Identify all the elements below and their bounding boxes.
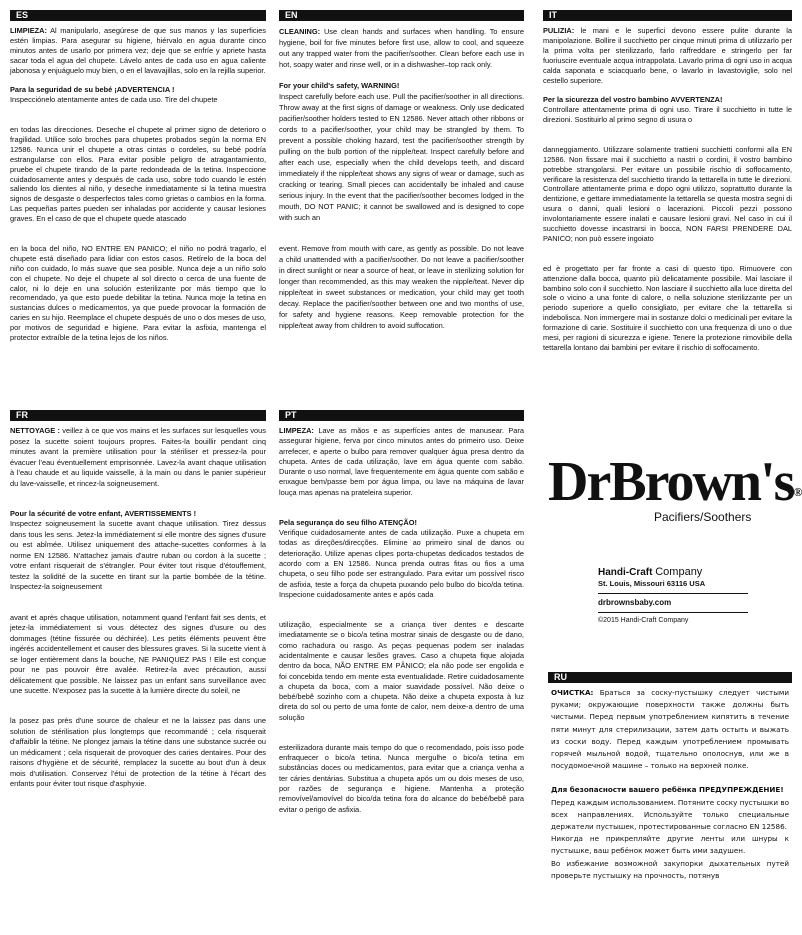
it-cleaning-paragraph — [543, 26, 792, 85]
en-cleaning-text: Use clean hands and surfaces when handling. To ensure hygiene, boil for five minutes before first use, allow to cool, and squeeze out any trapped water from the pacifier/soother. Clean before each use in hot, soapy water and rinse well, or in a dishwasher–top rack only. — [279, 27, 524, 69]
it-safety-text-3: ed è progettato per far fronte a casi di questo tipo. Rimuovere con attenzione dalla bocca, quanto più delicatamente possibile. Mai lasciare il bambino solo con il succhietto. Non lasciare il succhietto alla luce diretta del sole o vicino a una fonte di calore, o nella soluzione sterilizzante per un periodo superiore a quello consigliato, per evitare che la tettarella si indebolisca. Non immergere mai in sostanze dolci o medicinali per evitare la formazione di carie. Sostituire il succhietto con una frequenza di uno o due mesi, per ragioni di sicurezza e igiene. Tenere la protezione rimovibile della tettarella lontano dai bambini per evitare il rischio di soffocamento. — [543, 263, 792, 352]
fr-safety-text-1: Inspectez soigneusement la sucette avant chaque utilisation. Tirez dessus dans tous les sens. Jetez-la immédiatement si elle montre des signes d'usure ou est abîmée. Utilisez uniquement des attache-sucettes conformes à la norme EN 12586. N'attachez jamais d'autre ruban ou cordon à la sucette ; votre enfant risquerait de s'étrangler. Pour éviter tout risque d'étouffement, testez la solidité de la sucette en tirant sur la partie bombée de la tétine. Inspectez-la soigneusement — [10, 519, 266, 592]
section-header-it — [543, 10, 792, 21]
copyright: ©2015 Handi-Craft Company — [598, 617, 689, 624]
it-safety-text-1: Controllare attentamente prima di ogni uso. Tirare il succhietto in tutte le direzioni. Sostituirlo al primo segno di usura o — [543, 105, 792, 125]
section-header-pt — [279, 410, 524, 421]
section-it — [543, 26, 792, 353]
fr-safety-text-2: avant et après chaque utilisation, notamment quand l'enfant fait ses dents, et jetez-la immédiatement si vous détectez des signes d'usure ou des dommages (tétine fissurée ou déchirée). Les petits éléments peuvent être ingérés accidentellement et causer des blessures graves. Si la sucette vient à se loger entièrement dans la bouche, NE PANIQUEZ PAS ! Elle est conçue pour ne pas pouvoir être avalée. Retirez-la avec précaution, aussi délicatement que possible. Ne laissez pas un enfant sans surveillance avec une sucette. N'exposez pas la sucette à la lumière directe du soleil, ne — [10, 612, 266, 696]
pt-safety-heading: Pela segurança do seu filho ATENÇÃO! — [279, 517, 417, 527]
es-cleaning-paragraph — [10, 26, 266, 76]
section-label-pt: PT — [285, 410, 297, 420]
company-info — [598, 566, 748, 624]
pt-safety-text-2: utilização, especialmente se a criança tiver dentes e descarte imediatamente se o bico/a tetina mostrar sinais de desgaste ou de dano, como rachadura ou rasgo. As peças pequenas podem ser inaladas acidentalmente e causar lesões graves. Caso a chupeta fique alojada dentro da boca, NÃO ENTRE EM PÂNICO; ela não pode ser engolida e foi concebida tendo em mente esta eventualidade. Retire cuidadosamente a chupeta da boca, com a maior suavidade possível. Não deixe o bebé/bebê sozinho com a chupeta. Não deixe a chupeta exposta à luz direta do sol ou perto de uma fonte de calor, nem deixe-a dentro de uma solução — [279, 620, 524, 722]
registered-mark: ® — [793, 485, 802, 499]
pt-safety-text-1: Verifique cuidadosamente antes de cada utilização. Puxe a chupeta em todas as direções/direcções. Elimine ao primeiro sinal de danos ou deterioração. Utilize apenas clipes porta-chupetas dedicados testados de acordo com a EN 12586. Nunca prenda outras fitas ou fios a uma chupeta, o seu filho pode ser estrangulado. Para evitar um possível risco de asfixia, teste a força da chupeta puxando pelo bulbo do bico/da tetina. Inspecione cuidadosamente antes e após cada — [279, 528, 524, 599]
fr-safety-heading: Pour la sécurité de votre enfant, AVERTISSEMENTS ! — [10, 508, 197, 518]
en-cleaning-paragraph — [279, 26, 524, 70]
pt-cleaning-paragraph — [279, 426, 524, 498]
ru-safety-text-3: Во избежание возможной закупорки дыхательных путей проверьте пустышку на прочность, потянув — [551, 858, 789, 880]
it-safety-heading: Per la sicurezza del vostro bambino AVVERTENZA! — [543, 95, 723, 105]
brand-wordmark: DrBrown's — [548, 451, 794, 513]
section-header-fr — [10, 410, 266, 421]
fr-safety-text-3: la posez pas près d'une source de chaleur et ne la laissez pas dans une solution de stérilisation plus longtemps que recommandé ; cela risquerait d'affaiblir la tétine. Ne plongez jamais la tétine dans une substance sucrée ou un médicament ; cela risquerait de provoquer des caries dentaires. Pour des raisons d'hygiène et de sécurité, remplacez la sucette au bout d'un à deux mois d'utilisation. Conservez l'étui de protection de la tétine à l'écart des enfants pour éviter tout risque d'asphyxie. — [10, 716, 266, 789]
company-name — [598, 566, 748, 578]
brand-subtitle: Pacifiers/Soothers — [654, 510, 752, 524]
ru-safety-text-2: Никогда не прикрепляйте другие ленты или шнуры к пустышке, ваш ребёнок может быть ими задушен. — [551, 834, 789, 856]
section-fr — [10, 426, 266, 790]
it-safety-text-2: danneggiamento. Utilizzare solamente trattieni succhietti conformi alla EN 12586. Non fissare mai il succhietto a nastri o cordini, il vostro bambino potrebbe strangolarsi. Per evitare un possibile rischio di soffocamento, verificare la resistenza del succhietto tirando la tettarella in tutte le direzioni. Controllare attentamente prima e dopo ogni utilizzo, soprattutto durante la dentizione, e gettare immediatamente la tettarella se questa mostra segni di usura o danni, quali lesioni o lacerazioni. Piccoli pezzi possono involontariamente essere inalati e causare lesioni gravi. Nel caso in cui il succhietto dovesse incastrarsi in bocca, NON FARSI PRENDERE DAL PANICO; non può essere ingoiato — [543, 144, 792, 243]
en-safety-heading: For your child's safety, WARNING! — [279, 80, 400, 90]
it-cleaning-text: le mani e le superfici devono essere pulite durante la manipolazione. Bollire il succhietto per cinque minuti prima di utilizzarlo per la prima volta per sterilizzarlo, farlo raffreddare e stringerlo per far fuoriuscire eventuale acqua intrappolata. Lavarlo prima di ogni uso in acqua calda saponata e sciacquarlo bene, o lavarlo in lavastoviglie, solo nel cestello superiore. — [543, 26, 792, 85]
section-pt — [279, 426, 524, 815]
section-label-fr: FR — [16, 410, 28, 420]
es-cleaning-heading: LIMPIEZA: — [10, 26, 47, 35]
company-name-main: Handi-Craft — [598, 567, 653, 578]
company-address: St. Louis, Missouri 63116 USA — [598, 579, 706, 588]
en-safety-text-2: event. Remove from mouth with care, as gently as possible. Do not leave a child unattended with a pacifier/soother. Do not leave a pacifier/soother in direct sunlight or near a source of heat, or leave in sterilizing solution for longer than recommended, as this may weaken the nipple/teat. Never dip nipple/teat in sweet substances or medication, your child may get tooth decay. Replace the pacifier/soother between one and two months of use, for safety and hygiene reasons. Keep removable protection for the nipple/teat away from children to avoid suffocation. — [279, 243, 524, 330]
es-safety-text-1: Inspecciónelo atentamente antes de cada uso. Tire del chupete — [10, 95, 218, 105]
ru-safety-text-1: Перед каждым использованием. Потяните соску пустышки во всех направлениях. Используйте только специальные держатели пустышек, протестированные согласно EN 12586. — [551, 797, 789, 832]
es-safety-text-2: en todas las direcciones. Deseche el chupete al primer signo de deterioro o fragilidad. Utilice solo broches para chupetes probados según la norma EN 12586. Nunca unir el chupete a otras cintas o cordeles, su bebé podría estrangularse con ellos. Para evitar posible peligro de atragantamiento, pruebe el chupete tirando de la parte redondeada de la tetina. Inspeccione cuidadosamente antes y después de cada uso, sobre todo cuando le estén saliendo los dientes al niño, y deseche inmediatamente si la tetina muestra signos de desgaste o desperfectos tales como grietas o cambios en la forma. Las pequeñas partes pueden ser inhaladas por accidente y causar lesiones graves. En el caso de que el chupete quede atascado — [10, 125, 266, 224]
fr-cleaning-paragraph — [10, 426, 266, 489]
section-label-it: IT — [549, 10, 557, 20]
section-label-en: EN — [285, 10, 298, 20]
fr-cleaning-text: veillez à ce que vos mains et les surfaces sur lesquelles vous posez la sucette soient toujours propres. Faites-la bouillir pendant cinq minutes avant la première utilisation pour la stériliser et pressez-la pour évacuer l'eau éventuellement emprisonnée. Lavez-la avant chaque utilisation à l'eau chaude et au liquide vaisselle, à la main ou dans le panier supérieur du lave-vaisselle, et rincez-la soigneusement. — [10, 426, 266, 488]
es-cleaning-text: Al manipularlo, asegúrese de que sus manos y las superficies estén limpias. Para asegurar su higiene, hiérvalo en agua durante cinco minutos antes de usarlo por primera vez; deje que se enfríe y apriete hasta sacar toda el agua del chupete. Lávelo antes de cada uso en agua caliente jabonosa y enjuáguelo muy bien, o en el lavavajillas, solo en la rejilla superior. — [10, 26, 266, 75]
section-header-en — [279, 10, 524, 21]
section-en — [279, 26, 524, 331]
section-header-es — [10, 10, 266, 21]
es-safety-text-3: en la boca del niño, NO ENTRE EN PANICO; el niño no podrá tragarlo, el chupete está diseñado para lidiar con estos casos. Retírelo de la boca del niño con cuidado, lo más suave que sea posible. Nunca deje a un niño solo con el chupete. No deje el chupete al sol directo o cerca de una fuente de calor, ni lo deje en una solución esterilizante por más tiempo que lo recomendado, ya que esto puede debilitar la tetina. Nunca moje la tetina en sustancias dulces o medicamentos, ya que puede provocar la formación de caries en su hijo. Reemplace el chupete después de uno o dos meses de uso, por motivos de seguridad e higiene. Para evitar la asfixia, mantenga el protector extraíble de la tetina lejos de los niños. — [10, 243, 266, 343]
company-website[interactable]: drbrownsbaby.com — [598, 598, 672, 607]
it-cleaning-heading: PULIZIA: — [543, 26, 575, 35]
company-name-suffix: Company — [655, 566, 703, 578]
pt-safety-text-3: esterilizadora durante mais tempo do que o recomendado, pois isso pode enfraquecer o bico/a tetina. Nunca mergulhe o bico/a tetina em substâncias doces ou medicamentos, para evitar que a criança venha a ter cáries dentárias. Substitua a chupeta após um ou dois meses de uso, por razões de segurança e higiene. Mantenha a proteção removível/amovível do bico/da tetina fora do alcance do bebé/bebê para evitar o perigo de asfixia. — [279, 742, 524, 814]
ru-cleaning-paragraph — [551, 687, 789, 772]
ru-safety-heading: Для безопасности вашего ребёнка ПРЕДУПРЕЖДЕНИЕ! — [551, 785, 784, 795]
es-safety-heading: Para la seguridad de su bebé ¡ADVERTENCIA ! — [10, 85, 175, 95]
en-safety-text-1: Inspect carefully before each use. Pull the pacifier/soother in all directions. Throw away at the first signs of damage or weakness. Only use dedicated pacifier/soother holders tested to EN 12586. Never attach other ribbons or cords to a pacifier/soother, your child may be strangled by them. To prevent a possible choking hazard, test the pacifier/soother strength by pulling on the bulb portion of the nipple/teat. Inspect carefully before and after each use, especially when the child develops teeth, and discard immediately if the nipple/teat shows any signs of wear or damage, such as cracking or tearing. Small pieces can accidentally be inhaled and cause serious injury. In the event that the pacifier/soother becomes lodged in the mouth, DO NOT PANIC; it cannot be swallowed and is designed to cope with such an — [279, 91, 524, 222]
section-header-ru — [548, 672, 792, 683]
ru-cleaning-text: Браться за соску-пустышку следует чистыми руками; окружающие поверхности также должны быть чистыми. Перед первым употреблением кипятить в течение пяти минут для стерилизации, затем дать остыть и выжать из соски воду. Перед каждым употреблением промывать горячей мыльной водой, тщательно ополоснув, или же в посудомоечной машине – только на верхней полке. — [551, 688, 789, 771]
divider — [598, 593, 748, 594]
section-label-ru: RU — [554, 672, 567, 682]
fr-cleaning-heading: NETTOYAGE : — [10, 426, 60, 435]
section-label-es: ES — [16, 10, 29, 20]
brand-name — [548, 451, 802, 513]
pt-cleaning-heading: LIMPEZA: — [279, 426, 314, 435]
pt-cleaning-text: Lave as mãos e as superfícies antes de manusear. Para assegurar higiene, ferva por cinco minutos antes do primeiro uso. Deixe arrefecer, e aperte o bulbo para remover qualquer água presa dentro da chupeta. Antes de cada utilização, lave em água quente com sabão. Durante o uso normal, lave frequentemente em água quente com sabão e enxague bem/passe bem por água limpa, ou lave na máquina de lavar louça mas apenas na prateleira superior. — [279, 426, 524, 497]
divider — [598, 612, 748, 613]
brand-logo — [548, 451, 802, 524]
ru-cleaning-heading: ОЧИСТКА: — [551, 688, 594, 697]
section-es — [10, 26, 266, 343]
section-ru — [551, 687, 789, 882]
en-cleaning-heading: CLEANING: — [279, 27, 321, 36]
